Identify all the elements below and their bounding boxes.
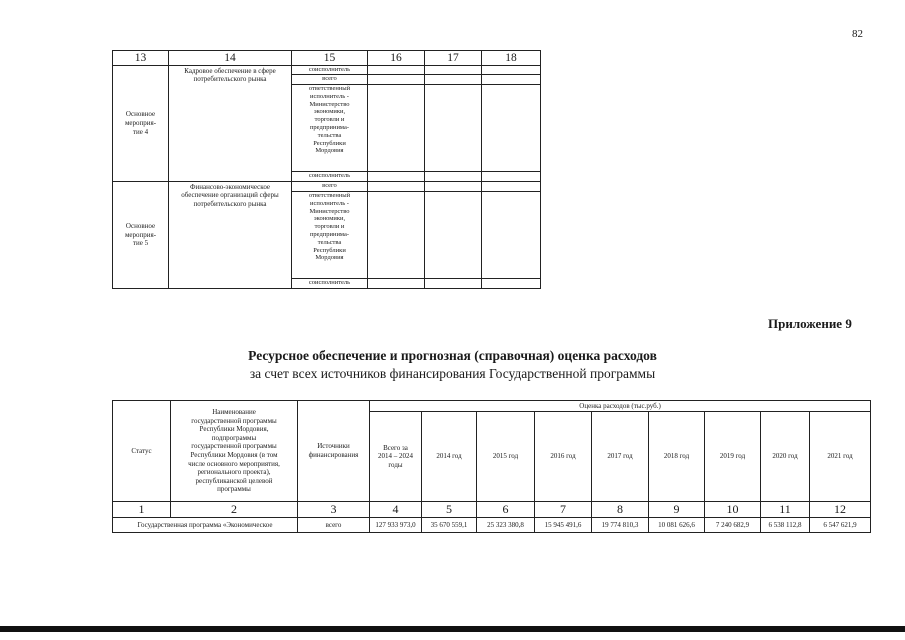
role-total: всего [292,75,368,85]
value-2016: 15 945 491,6 [535,518,592,533]
value-2020: 6 538 112,8 [761,518,810,533]
header-year-2020: 2020 год [761,412,810,502]
header-year-2016: 2016 год [535,412,592,502]
document-subtitle: за счет всех источников финансирования Государственной программы [249,366,656,381]
continuation-table [112,50,541,289]
role-co-executor: соисполнитель [292,66,368,75]
col-header-18: 18 [482,51,541,66]
header-estimate: Оценка расходов (тыс.руб.) [370,401,871,412]
header-status: Статус [113,401,171,502]
col-number: 11 [761,502,810,518]
col-number: 7 [535,502,592,518]
col-number: 1 [113,502,171,518]
col-header-17: 17 [425,51,482,66]
header-year-2015: 2015 год [477,412,535,502]
continuation-header-row [113,51,541,66]
col-number: 8 [592,502,649,518]
table-row [113,518,871,533]
col-header-14: 14 [169,51,292,66]
header-program-name: Наименование государственной программы Республики Мордовия, подпрограммы государственной программы Республики Мордовия (в том числе основного мероприятия, регионального проекта), республиканской целевой программы [171,401,298,502]
col-number: 12 [810,502,871,518]
program-name-cell: Государственная программа «Экономическое [113,518,298,533]
measure-5-name: Финансово-экономическое обеспечение организаций сферы потребительского рынка [169,182,292,289]
value-2021: 6 547 621,9 [810,518,871,533]
role-co-executor: соисполнитель [292,172,368,182]
col-number: 6 [477,502,535,518]
scan-edge [0,626,905,632]
resource-table [112,400,871,533]
col-number: 2 [171,502,298,518]
measure-4-name: Кадровое обеспечение в сфере потребительского рынка [169,66,292,182]
col-number: 9 [649,502,705,518]
col-header-16: 16 [368,51,425,66]
col-number: 3 [298,502,370,518]
col-header-15: 15 [292,51,368,66]
header-year-2017: 2017 год [592,412,649,502]
role-total: всего [292,182,368,192]
column-number-row [113,502,871,518]
value-2017: 19 774 810,3 [592,518,649,533]
source-cell: всего [298,518,370,533]
status-measure-5: Основное мероприя- тие 5 [113,182,169,289]
status-measure-4: Основное мероприя- тие 4 [113,66,169,182]
col-number: 4 [370,502,422,518]
role-responsible: ответственный исполнитель - Министерство экономики, торговли и предпринима- тельства Республики Мордовия [292,85,368,172]
value-2014: 35 670 559,1 [422,518,477,533]
document-title: Ресурсное обеспечение и прогнозная (справочная) оценка расходов [248,348,657,363]
role-responsible: ответственный исполнитель - Министерство экономики, торговли и предпринима- тельства Республики Мордовия [292,192,368,279]
header-year-2014: 2014 год [422,412,477,502]
col-number: 10 [705,502,761,518]
appendix-label: Приложение 9 [768,316,852,331]
page-number: 82 [852,28,863,40]
header-total: Всего за 2014 – 2024 годы [370,412,422,502]
header-year-2019: 2019 год [705,412,761,502]
value-2018: 10 081 626,6 [649,518,705,533]
col-header-13: 13 [113,51,169,66]
role-co-executor: соисполнитель [292,279,368,289]
header-year-2021: 2021 год [810,412,871,502]
col-number: 5 [422,502,477,518]
value-2019: 7 240 682,9 [705,518,761,533]
header-sources: Источники финансирования [298,401,370,502]
header-year-2018: 2018 год [649,412,705,502]
value-2015: 25 323 380,8 [477,518,535,533]
value-total: 127 933 973,0 [370,518,422,533]
